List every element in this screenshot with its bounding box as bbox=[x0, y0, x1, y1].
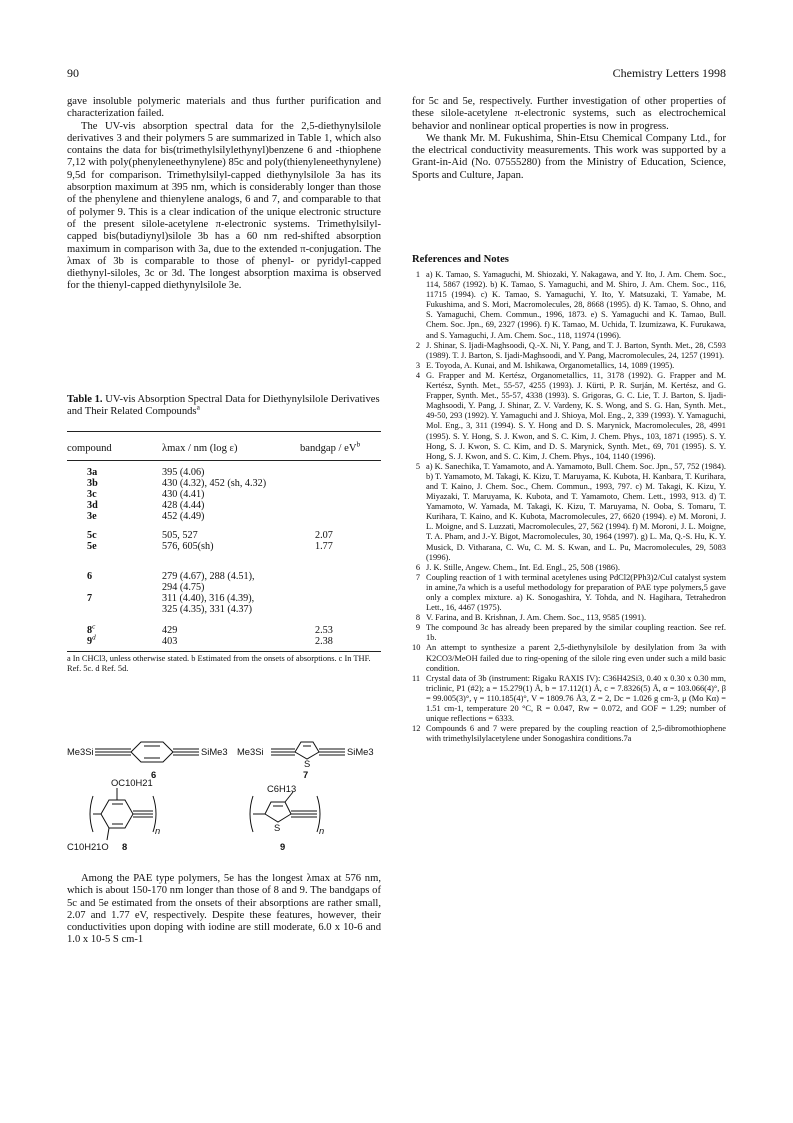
table-cell-lambda: 576, 605(sh) bbox=[162, 541, 214, 552]
table-cell-compound: 7 bbox=[87, 593, 93, 604]
references-section bbox=[412, 254, 726, 744]
table-header-rule bbox=[67, 460, 381, 461]
structure-label: C6H13 bbox=[267, 783, 297, 794]
table-cell-bandgap: 2.53 bbox=[315, 625, 333, 636]
table-cell-lambda: 403 bbox=[162, 636, 178, 647]
table-cell-bandgap: 2.07 bbox=[315, 530, 333, 541]
table-cell-compound: 5c bbox=[87, 530, 97, 541]
table-caption bbox=[67, 394, 381, 419]
structure-label: Me3Si bbox=[237, 746, 264, 757]
left-column-text bbox=[67, 96, 381, 293]
structure-label: SiMe3 bbox=[201, 746, 228, 757]
paragraph: gave insoluble polymeric materials and thus further purification and characterization failed. bbox=[67, 96, 381, 120]
reference-item: 9 The compound 3c has already been prepared by the similar coupling reaction. See ref. 1b. bbox=[415, 623, 726, 643]
table-cell-compound: 8$^c$ bbox=[87, 622, 96, 636]
column-header-lambda: λmax / nm (log ε) bbox=[162, 443, 238, 454]
reference-item: 12 Compounds 6 and 7 were prepared by the coupling reaction of 2,5-dibromothiophene with trimethylsilylacetylene under Sonogashira conditions.7a bbox=[412, 724, 726, 744]
reference-item: 3 E. Toyoda, A. Kunai, and M. Ishikawa, Organometallics, 14, 1089 (1995). bbox=[415, 360, 675, 370]
reference-item: 10 An attempt to synthesize a parent 2,5-diethynylsilole by desilylation from 3a with K2CO3/MeOH failed due to ring-opening of the silole ring even under such a mild basic condition. bbox=[412, 643, 726, 673]
table-cell-lambda: 430 (4.32), 452 (sh, 4.32) bbox=[162, 478, 267, 489]
sulfur-atom: S bbox=[304, 758, 311, 769]
column-header-bandgap: bandgap / $eV^b$ bbox=[300, 439, 361, 454]
table-cell-bandgap: 1.77 bbox=[315, 541, 333, 552]
table-caption-text: UV-vis Absorption Spectral Data for Diethynylsilole Derivatives and Their Related Compounds bbox=[67, 394, 380, 418]
reference-item: 5 a) K. Sanechika, T. Yamamoto, and A. Yamamoto, Bull. Chem. Soc. Jpn., 57, 752 (1984). b) T. Yamamoto, M. Takagi, K. Kizu, T. Maruyama, K. Kubota, H. Kanbara, T. Kurihara, and T. Kaino, J. Chem. Soc., Chem. Commun., 1993, 797. c) M. Takagi, K. Kizu, Y. Miyazaki, T. Maruyama, K. Kubota, and T. Yamamoto, Chem. Lett., 1993, 913. d) T. Yamamoto, W. Yamada, M. Takagi, K. Kizu, T. Maruyama, N. Ooba, S. Tomaru, T. Kurihara, T. Kaino, and K. Kubota, Macromolecules, 27, 6620 (1994). e) M. Moroni, J. L. Moigne, and S. Luzzati, Macromolecules, 27, 562 (1994). f) M. Moroni, J. L. Moigne, T. A. Pham, and J.-Y. Bigot, Macromolecules, 30, 1964 (1997). g) L. Ma, Q.-S. Hu, K. Y. Musick, D. Vitharana, C. Wu, C. M. S. Kwan, and L. Pu, Macromolecules, 29, 5083 (1996). bbox=[415, 461, 726, 562]
paragraph: We thank Mr. M. Fukushima, Shin-Etsu Chemical Company Ltd., for the electrical conductivity measurements. This work was supported by a Grant-in-Aid (No. 07555280) from the Ministry of Education, Science, Sports and Culture, Japan. bbox=[412, 132, 726, 181]
table-cell-lambda: 311 (4.40), 316 (4.39), bbox=[162, 593, 255, 604]
reference-item: 8 V. Farina, and B. Krishnan, J. Am. Chem. Soc., 113, 9585 (1991). bbox=[415, 613, 647, 623]
paragraph: Among the PAE type polymers, 5e has the longest λmax at 576 nm, which is about 150-170 nm longer than those of 8 and 9. The bandgaps of 5c and 5e estimated from the onsets of their absorptions are rather small, 2.07 and 1.77 eV, respectively. Despite these features, however, their conductivities upon doping with iodine are still moderate, 6.0 x 10-6 and 1.0 x 10-5 S cm-1 bbox=[67, 873, 381, 946]
reference-item: 1 a) K. Tamao, S. Yamaguchi, M. Shiozaki, Y. Nakagawa, and Y. Ito, J. Am. Chem. Soc., 114, 5867 (1992). b) K. Tamao, S. Yamaguchi, and M. Shiro, J. Am. Chem. Soc., 116, 11715 (1994). c) K. Tamao, S. Yamaguchi, Y. Ito, Y. Matsuzaki, T. Yamabe, M. Fukushima, and S. Mori, Macromolecules, 28, 8668 (1995). d) K. Tamao, S. Ohno, and S. Yamaguchi, Chem. Commun., 1996, 1873. e) S. Yamaguchi and K. Tamao, Bull. Chem. Soc. Jpn., 69, 2327 (1996). f) K. Tamao, M. Uchida, T. Izumizawa, K. Furukawa, and S. Yamaguchi, J. Am. Chem. Soc., 118, 11974 (1996). bbox=[415, 270, 726, 340]
right-column-text bbox=[412, 96, 726, 182]
table-cell-compound: 3a bbox=[87, 467, 98, 478]
table-cell-compound: 6 bbox=[87, 571, 93, 582]
running-header: Chemistry Letters 1998 bbox=[612, 66, 726, 80]
chemical-structures bbox=[67, 686, 387, 856]
table-cell-lambda: 452 (4.49) bbox=[162, 511, 205, 522]
reference-item: 4 G. Frapper and M. Kertész, Organometallics, 11, 3178 (1992). G. Frapper and M. Kertész, Synth. Met., 55-57, 4255 (1993). J. Kürti, P. R. Surján, M. Kertész, and G. Frapper, Synth. Met., 55-57, 4338 (1993). S. Grigoras, G. C. Lie, T. J. Barton, S. Ijadi-Maghsoodi, Y. Pang, J. Shinar, Z. V. Vardeny, K. S. Wong, and S. G. Han, Synth. Met., 49-50, 293 (1992). Y. Yamaguchi and J. Shioya, Mol. Eng., 2, 339 (1993). Y. Yamaguchi, Mol. Eng., 3, 311 (1994). S. Y. Hong and D. S. Marynick, Macromolecules, 28, 4991 (1995). S. Y. Hong, S. J. Kwon, and S. C. Kim, J. Chem. Phys., 103, 1871 (1995). S. Y. Hong, S. J. Kwon, S. C. Kim, and D. S. Marynick, Synth. Met., 69, 701 (1995). S. Y. Hong, S. J. Kwon, and S. C. Kim, J. Chem. Phys., 104, 1140 (1996). bbox=[415, 370, 726, 461]
table-cell-bandgap: 2.38 bbox=[315, 636, 333, 647]
paragraph: The UV-vis absorption spectral data for the 2,5-diethynylsilole derivatives 3 and their polymers 5 are summarized in Table 1, which also contains the data for bis(trimethylsilylethynyl)benzene 6 and -thiophene 7,12 with poly(phenyleneethynylene) 85c and poly(thienyleneethynylene) 9,5d for comparison. Trimethylsilyl-capped diethynylsilole 3a has its absorption maximum at 395 nm, which is considerably longer than those of the phenylene and thienylene analogs, 6 and 7, and comparable to that of polymer 9. This is a clear indication of the unique electronic structure of the present silole-acetylene π-electronic systems. Trimethylsilyl-capped bis(butadiynyl)silole 3b has a 60 nm red-shifted absorption maximum in comparison with 3a, due to the extended π-conjugation. The λmax of 3b is comparable to those of phenyl- or pyridyl-capped diethynyl-siloles, 3c or 3d. The longest absorption maxima is observed for the thienyl-capped diethynylsilole 3e. bbox=[67, 120, 381, 292]
table-cell-lambda: 279 (4.67), 288 (4.51), bbox=[162, 571, 255, 582]
table-cell-lambda: 428 (4.44) bbox=[162, 500, 205, 511]
structure-label: SiMe3 bbox=[347, 746, 374, 757]
left-column-text-bottom bbox=[67, 873, 381, 947]
reference-item: 2 J. Shinar, S. Ijadi-Maghsoodi, Q.-X. Ni, Y. Pang, and T. J. Barton, Synth. Met., 28, C593 (1989). T. J. Barton, S. Ijadi-Maghsoodi, and Y. Pang, Macromolecules, 24, 1257 (1991). bbox=[415, 340, 726, 360]
sulfur-atom: S bbox=[274, 822, 281, 833]
table-caption-sup: a bbox=[196, 402, 200, 412]
paragraph: for 5c and 5e, respectively. Further investigation of other properties of these silole-acetylene π-electronic systems, such as electrochemical behavior and nonlinear optical properties is now in progress. bbox=[412, 96, 726, 132]
compound-label-9: 9 bbox=[280, 841, 286, 852]
table-footnote: a In CHCl3, unless otherwise stated. b Estimated from the onsets of absorptions. c In THF. Ref. 5c. d Ref. 5d. bbox=[67, 654, 371, 673]
reference-list bbox=[412, 270, 726, 744]
table-cell-lambda: 325 (4.35), 331 (4.37) bbox=[162, 604, 252, 615]
table-cell-lambda: 430 (4.41) bbox=[162, 489, 205, 500]
repeat-n: n bbox=[319, 825, 325, 836]
page-number: 90 bbox=[67, 66, 79, 80]
table-cell-compound: 9$^d$ bbox=[87, 633, 96, 647]
table-cell-lambda: 395 (4.06) bbox=[162, 467, 205, 478]
column-header-compound: compound bbox=[67, 443, 112, 454]
reference-item: 11 Crystal data of 3b (instrument: Rigaku RAXIS IV): C36H42Si3, 0.40 x 0.30 x 0.30 mm, triclinic, P1 (#2); a = 15.279(1) Å, b = 17.112(1) Å, c = 7.8326(5) Å, α = 103.066(4)°, β = 99.005(3)°, γ = 110.185(4)°, V = 1809.76 Å3, Z = 2, Dc = 1.026 g cm-3, μ (Mo Kα) = 1.51 cm-1, temperature 20 °C, R = 0.047, Rw = 0.072, and GOF = 1.29; number of unique reflections = 6333. bbox=[412, 673, 726, 724]
table-cell-compound: 3b bbox=[87, 478, 98, 489]
reference-item: 6 J. K. Stille, Angew. Chem., Int. Ed. Engl., 25, 508 (1986). bbox=[415, 562, 620, 572]
table-cell-lambda: 429 bbox=[162, 625, 178, 636]
structure-label: OC10H21 bbox=[111, 777, 153, 788]
table-cell-lambda: 294 (4.75) bbox=[162, 582, 205, 593]
compound-label-6: 6 bbox=[151, 769, 157, 780]
table-bottom-rule bbox=[67, 651, 381, 652]
structure-label: Me3Si bbox=[67, 746, 94, 757]
table-cell-compound: 5e bbox=[87, 541, 97, 552]
table-cell-compound: 3e bbox=[87, 511, 97, 522]
structure-label: C10H21O bbox=[67, 841, 109, 852]
compound-label-7: 7 bbox=[303, 769, 309, 780]
reference-item: 7 Coupling reaction of 1 with terminal acetylenes using PdCl2(PPh3)2/CuI catalyst system in amine,7a which is a useful methodology for preparation of PAE type polymers,5 gave only a complex mixture. a) K. Sonogashira, Y. Tohda, and N. Hagihara, Tetrahedron Lett., 16, 4467 (1975). bbox=[415, 572, 726, 613]
table-cell-compound: 3c bbox=[87, 489, 97, 500]
table-cell-compound: 3d bbox=[87, 500, 98, 511]
table-cell-lambda: 505, 527 bbox=[162, 530, 198, 541]
table-caption-label: Table 1. bbox=[67, 394, 103, 405]
compound-label-8: 8 bbox=[122, 841, 128, 852]
references-title: References and Notes bbox=[412, 254, 509, 265]
table-top-rule bbox=[67, 431, 381, 432]
repeat-n: n bbox=[155, 825, 161, 836]
